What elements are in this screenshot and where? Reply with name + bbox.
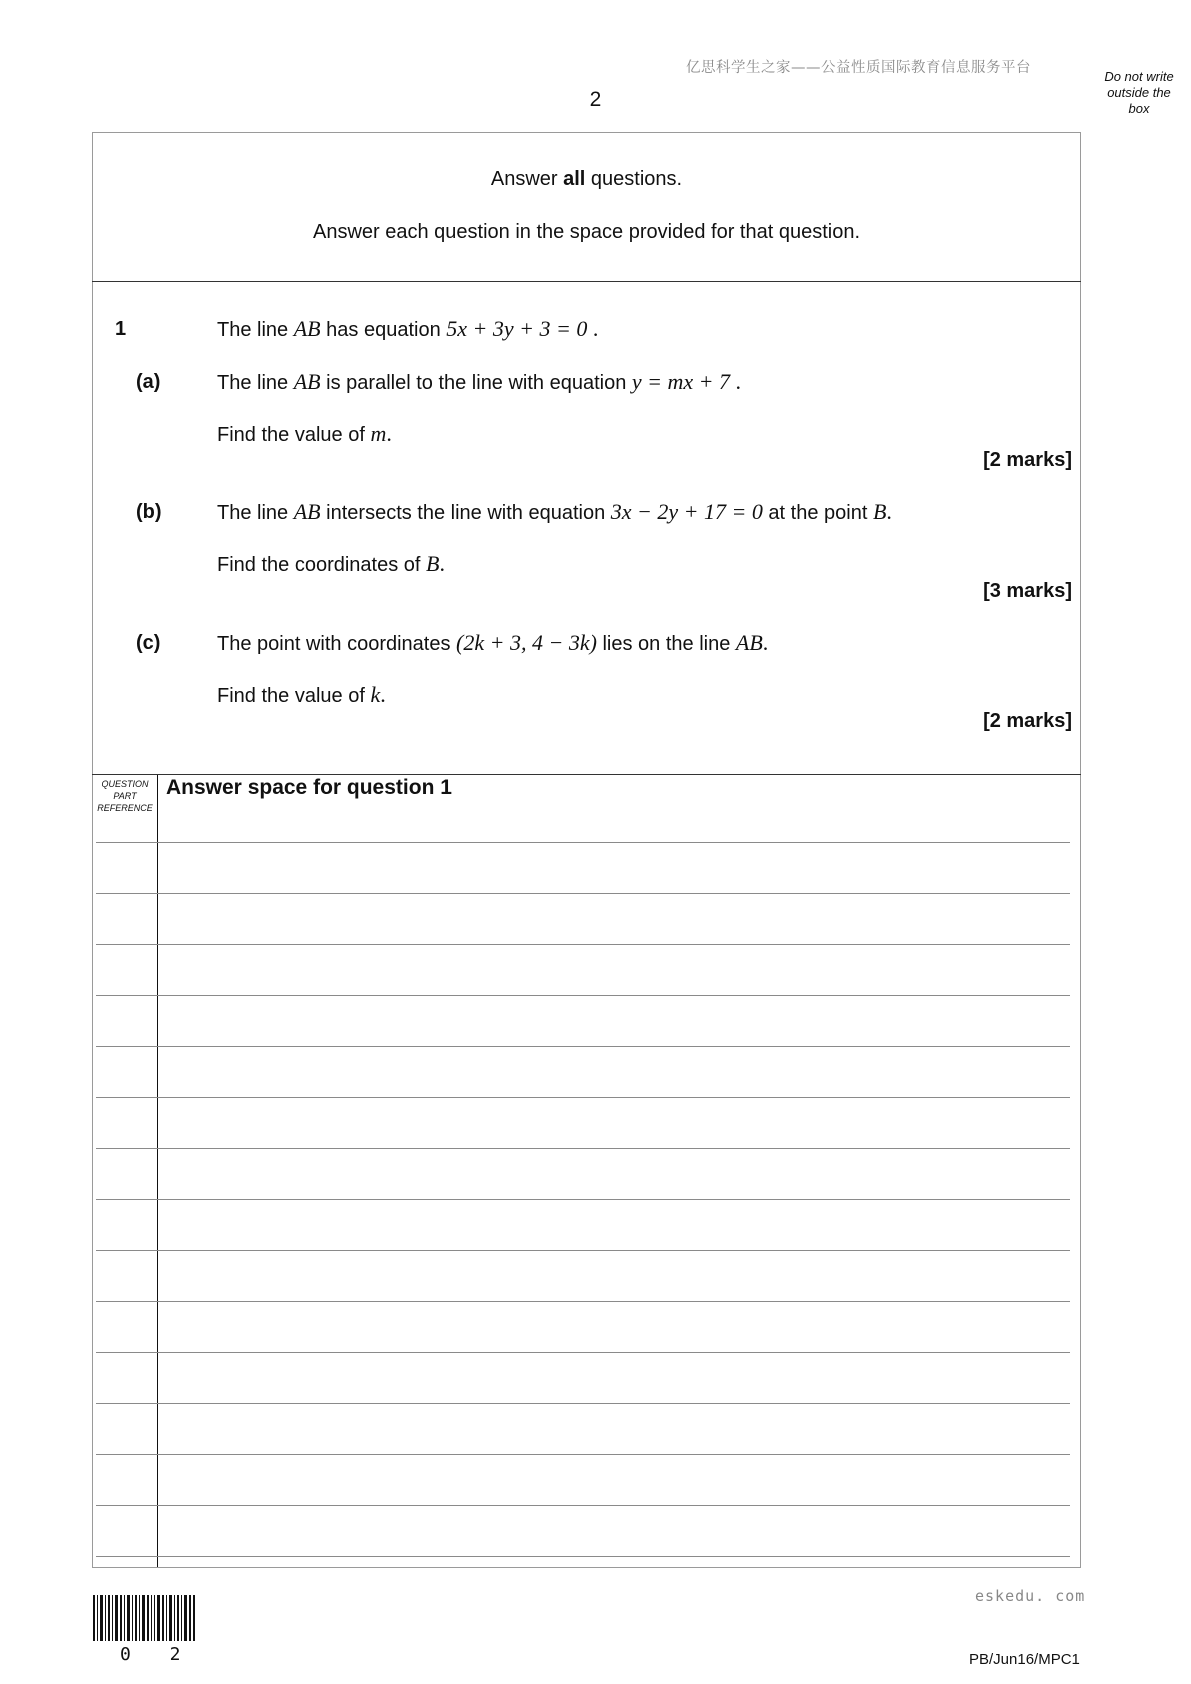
answer-line[interactable] [96, 1454, 1070, 1455]
answer-line[interactable] [96, 1301, 1070, 1302]
answer-line[interactable] [96, 995, 1070, 996]
part-b-marks: [3 marks] [983, 580, 1072, 602]
question-stem: The line AB has equation 5x + 3y + 3 = 0 . [217, 316, 599, 341]
part-b-text: The line AB intersects the line with equation 3x − 2y + 17 = 0 at the point B. [217, 499, 892, 524]
answer-line[interactable] [96, 1250, 1070, 1251]
barcode-icon [93, 1595, 197, 1641]
watermark: 亿思科学生之家——公益性质国际教育信息服务平台 [686, 60, 1031, 76]
part-b-find: Find the coordinates of B. [217, 551, 445, 576]
answer-line[interactable] [96, 1403, 1070, 1404]
reference-label-line: QUESTION [101, 779, 149, 789]
answer-line[interactable] [96, 842, 1070, 843]
answer-line[interactable] [96, 1505, 1070, 1506]
site-watermark: eskedu. com [975, 1587, 1086, 1605]
part-a-find: Find the value of m. [217, 421, 392, 446]
answer-line[interactable] [96, 1148, 1070, 1149]
answer-line[interactable] [96, 1352, 1070, 1353]
part-c-text: The point with coordinates (2k + 3, 4 − 3k) lies on the line AB. [217, 630, 769, 655]
answer-space-separator [92, 774, 1081, 775]
margin-note [1094, 69, 1184, 117]
instruction-space: Answer each question in the space provided for that question. [312, 221, 860, 243]
margin-note-line: Do not write [1104, 69, 1174, 84]
answer-line[interactable] [96, 1199, 1070, 1200]
reference-label-line: REFERENCE [97, 803, 153, 813]
part-a-text: The line AB is parallel to the line with equation y = mx + 7 . [217, 369, 742, 394]
page-number: 2 [589, 88, 602, 111]
part-c-marks: [2 marks] [983, 710, 1072, 732]
part-c-find: Find the value of k. [217, 682, 386, 707]
margin-note-line: box [1128, 101, 1150, 116]
answer-line[interactable] [96, 1097, 1070, 1098]
part-c-label: (c) [136, 632, 161, 654]
barcode-number: 0 2 [120, 1644, 195, 1665]
part-b-label: (b) [136, 501, 162, 523]
answer-line[interactable] [96, 893, 1070, 894]
paper-code: PB/Jun16/MPC1 [969, 1651, 1080, 1668]
header-separator [92, 281, 1081, 282]
answer-line[interactable] [96, 1556, 1070, 1557]
answer-space-heading: Answer space for question 1 [166, 776, 452, 799]
question-part-reference-label [93, 778, 157, 814]
answer-line[interactable] [96, 944, 1070, 945]
instruction-all: Answer all questions. [490, 168, 683, 190]
margin-note-line: outside the [1107, 85, 1171, 100]
reference-label-line: PART [113, 791, 137, 801]
part-a-marks: [2 marks] [983, 449, 1072, 471]
answer-line[interactable] [96, 1046, 1070, 1047]
part-a-label: (a) [136, 371, 161, 393]
question-number: 1 [115, 318, 127, 340]
